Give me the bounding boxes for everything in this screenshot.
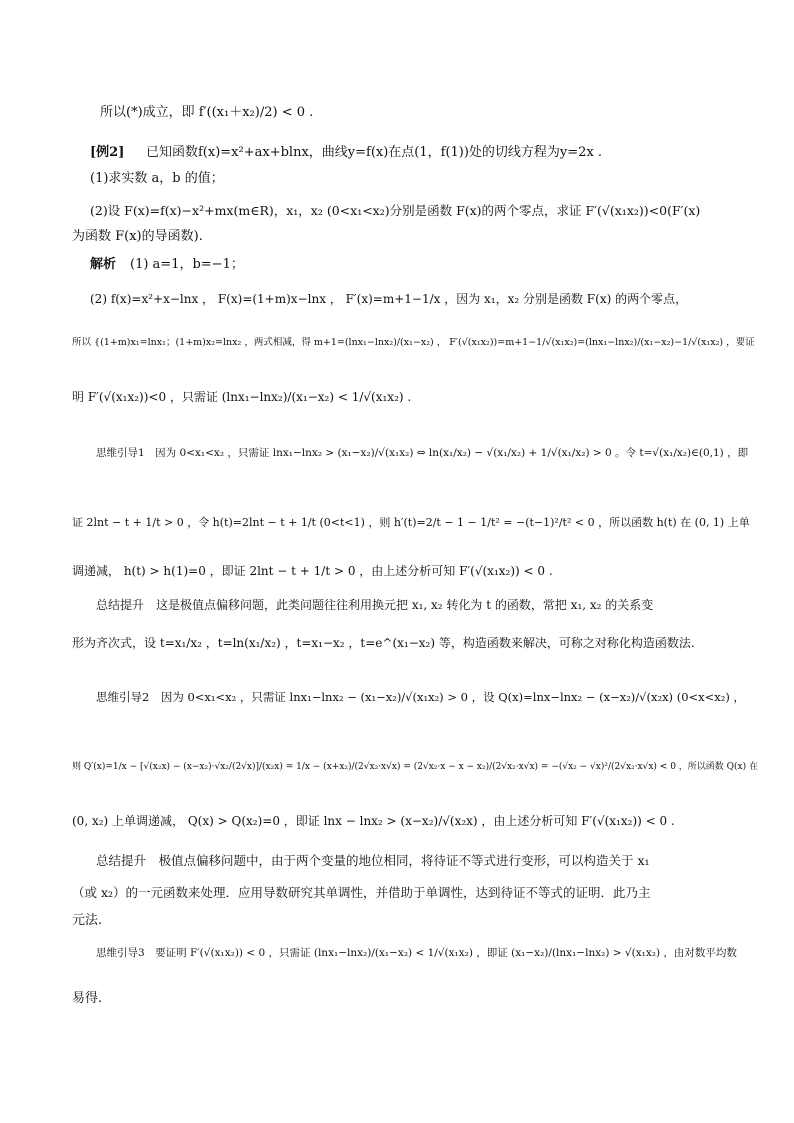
solution-part-2-line-2: 所以 {(1+m)x₁=lnx₁；(1+m)x₂=lnx₂ ，两式相减，得 m+1=(lnx₁−lnx₂)/(x₁−x₂) ， F′(√(x₁x₂))=m+1−1/√(x₁x₂)=(lnx₁−lnx₂)/(x₁−x₂)−1/√(x₁x₂) ，要证 <box>72 337 755 348</box>
thinking-guide-1-line-2: 证 2lnt − t + 1/t > 0 ，令 h(t)=2lnt − t + 1/t (0<t<1) ，则 h′(t)=2/t − 1 − 1/t² = −(t−1)²/t² < 0 ，所以函数 h(t) 在 (0, 1) 上单 <box>72 516 750 529</box>
example-label: [例2] <box>90 145 125 160</box>
question-2: (2)设 F(x)=f(x)−x²+mx(m∈R)，x₁，x₂ (0<x₁<x₂)分别是函数 F(x)的两个零点，求证 F′(√(x₁x₂))<0(F′(x) <box>90 203 701 218</box>
conclusion-line: 所以(*)成立，即 f′((x₁＋x₂)/2) < 0 . <box>100 105 314 120</box>
summary-2-line-3: 元法. <box>72 913 103 928</box>
thinking-guide-2-line-1: 思维引导2 因为 0<x₁<x₂ ，只需证 lnx₁−lnx₂ − (x₁−x₂)/√(x₁x₂) > 0 ，设 Q(x)=lnx−lnx₂ − (x−x₂)/√(x₂x) (0<x<x₂) ， <box>96 690 746 704</box>
solution-part-1: (1) a=1，b=−1； <box>130 257 244 272</box>
thinking-guide-3-line-2: 易得. <box>72 991 103 1006</box>
summary-2-line-2: （或 x₂）的一元函数来处理．应用导数研究其单调性，并借助于单调性，达到待证不等式的证明．此乃主 <box>72 885 651 900</box>
thinking-guide-2-line-2: 则 Q′(x)=1/x − [√(x₂x) − (x−x₂)·√x₂/(2√x)]/(x₂x) = 1/x − (x+x₂)/(2√x₂·x√x) = (2√x₂·x − x − x₂)/(2√x₂·x√x) = −(√x₂ − √x)²/(2√x₂·x√x) < 0 ，所以函数 Q(x) 在 <box>72 762 758 772</box>
solution-label: 解析 <box>90 257 117 272</box>
summary-1-line-2: 形为齐次式，设 t=x₁/x₂ ，t=ln(x₁/x₂) ，t=x₁−x₂ ，t=e^(x₁−x₂) 等，构造函数来解决，可称之对称化构造函数法. <box>72 636 695 650</box>
thinking-guide-3-line-1: 思维引导3 要证明 F′(√(x₁x₂)) < 0 ，只需证 (lnx₁−lnx₂)/(x₁−x₂) < 1/√(x₁x₂) ，即证 (x₁−x₂)/(lnx₁−lnx₂) > √(x₁x₂) ，由对数平均数 <box>96 947 737 959</box>
solution-part-2-line-3: 明 F′(√(x₁x₂))<0 ，只需证 (lnx₁−lnx₂)/(x₁−x₂) < 1/√(x₁x₂) . <box>72 390 412 404</box>
thinking-guide-2-line-3: (0, x₂) 上单调递减， Q(x) > Q(x₂)=0 ，即证 lnx − lnx₂ > (x−x₂)/√(x₂x) ，由上述分析可知 F′(√(x₁x₂)) < 0 . <box>72 814 675 828</box>
summary-2-line-1: 总结提升 极值点偏移问题中，由于两个变量的地位相同，将待证不等式进行变形，可以构造关于 x₁ <box>96 853 650 868</box>
thinking-guide-1-line-3: 调递减， h(t) > h(1)=0 ，即证 2lnt − t + 1/t > 0 ，由上述分析可知 F′(√(x₁x₂)) < 0 . <box>72 564 553 578</box>
thinking-guide-1-line-1: 思维引导1 因为 0<x₁<x₂ ，只需证 lnx₁−lnx₂ > (x₁−x₂)/√(x₁x₂) ⇔ ln(x₁/x₂) − √(x₁/x₂) + 1/√(x₁/x₂) > 0 。令 t=√(x₁/x₂)∈(0,1) ，即 <box>96 447 749 459</box>
solution-part-2-line-1: (2) f(x)=x²+x−lnx ， F(x)=(1+m)x−lnx ， F′(x)=m+1−1/x ，因为 x₁，x₂ 分别是函数 F(x) 的两个零点， <box>90 292 688 306</box>
summary-1-line-1: 总结提升 这是极值点偏移问题，此类问题往往利用换元把 x₁, x₂ 转化为 t 的函数，常把 x₁, x₂ 的关系变 <box>96 598 654 612</box>
question-2-cont: 为函数 F(x)的导函数). <box>72 229 203 244</box>
example-statement: 已知函数f(x)=x²+ax+blnx，曲线y=f(x)在点(1，f(1))处的切线方程为y=2x . <box>146 145 603 160</box>
question-1: (1)求实数 a，b 的值； <box>90 171 224 186</box>
